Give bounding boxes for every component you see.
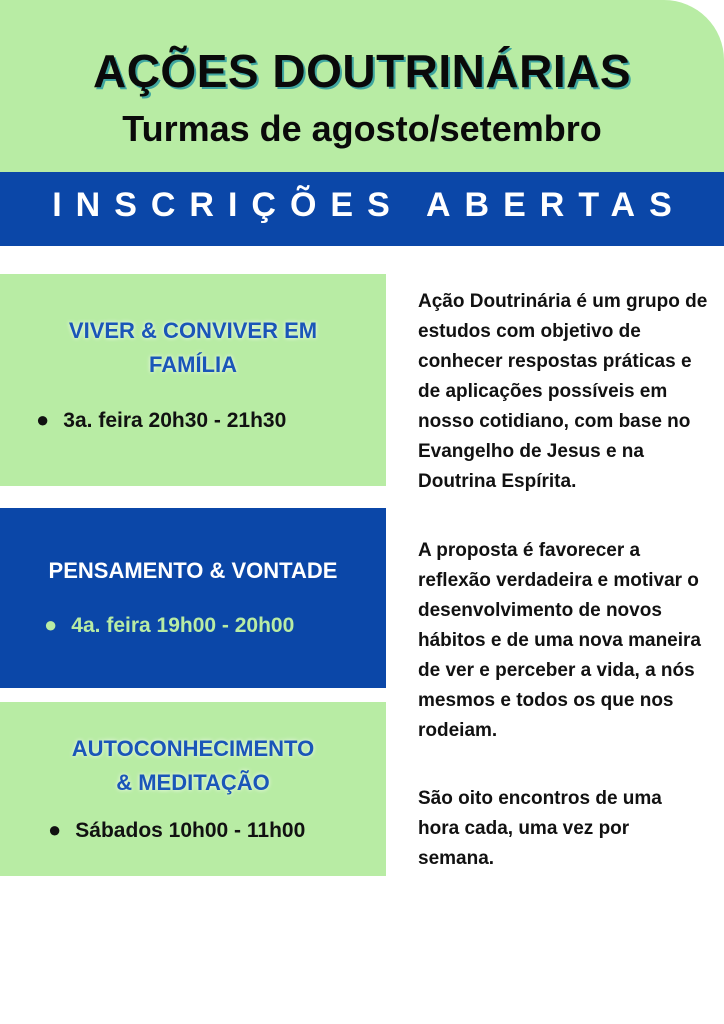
course-card-thought (0, 508, 386, 688)
bullet-icon: ● (44, 612, 58, 637)
course-schedule-thought (44, 611, 294, 640)
registration-banner-text: INSCRIÇÕES ABERTAS (52, 186, 686, 224)
course-title-line: VIVER & CONVIVER EM (68, 318, 318, 343)
course-card-family (0, 274, 386, 486)
course-title-line: & MEDITAÇÃO (116, 770, 270, 795)
course-title-line: AUTOCONHECIMENTO (71, 736, 315, 761)
page-subtitle: Turmas de agosto/setembro (122, 108, 602, 149)
course-title-family (0, 314, 386, 382)
page-title: AÇÕES DOUTRINÁRIAS (92, 45, 632, 97)
description-paragraph-1: Ação Doutrinária é um grupo de estudos com objetivo de conhecer respostas práticas e de aplicações possíveis em nosso cotidiano, com base no Evangelho de Jesus e na Doutrina Espírita. (418, 291, 708, 492)
schedule-text: Sábados 10h00 - 11h00 (75, 819, 306, 842)
schedule-text: 3a. feira 20h30 - 21h30 (63, 409, 287, 432)
course-schedule-family (36, 406, 286, 435)
course-title-line: FAMÍLIA (149, 352, 237, 377)
course-schedule-self-knowledge (48, 816, 305, 845)
bullet-icon: ● (36, 407, 50, 432)
course-card-self-knowledge (0, 702, 386, 876)
course-title-thought (0, 554, 386, 588)
schedule-text: 4a. feira 19h00 - 20h00 (71, 614, 295, 637)
course-title-self-knowledge (0, 732, 386, 800)
course-title-line: PENSAMENTO & VONTADE (48, 558, 338, 583)
description-paragraph-3: São oito encontros de uma hora cada, uma vez por semana. (418, 788, 662, 869)
bullet-icon: ● (48, 817, 62, 842)
description-paragraph-2: A proposta é favorecer a reflexão verdadeira e motivar o desenvolvimento de novos hábitos e de uma nova maneira de ver e perceber a vida, a nós mesmos e todos os que nos rodeiam. (418, 540, 701, 741)
